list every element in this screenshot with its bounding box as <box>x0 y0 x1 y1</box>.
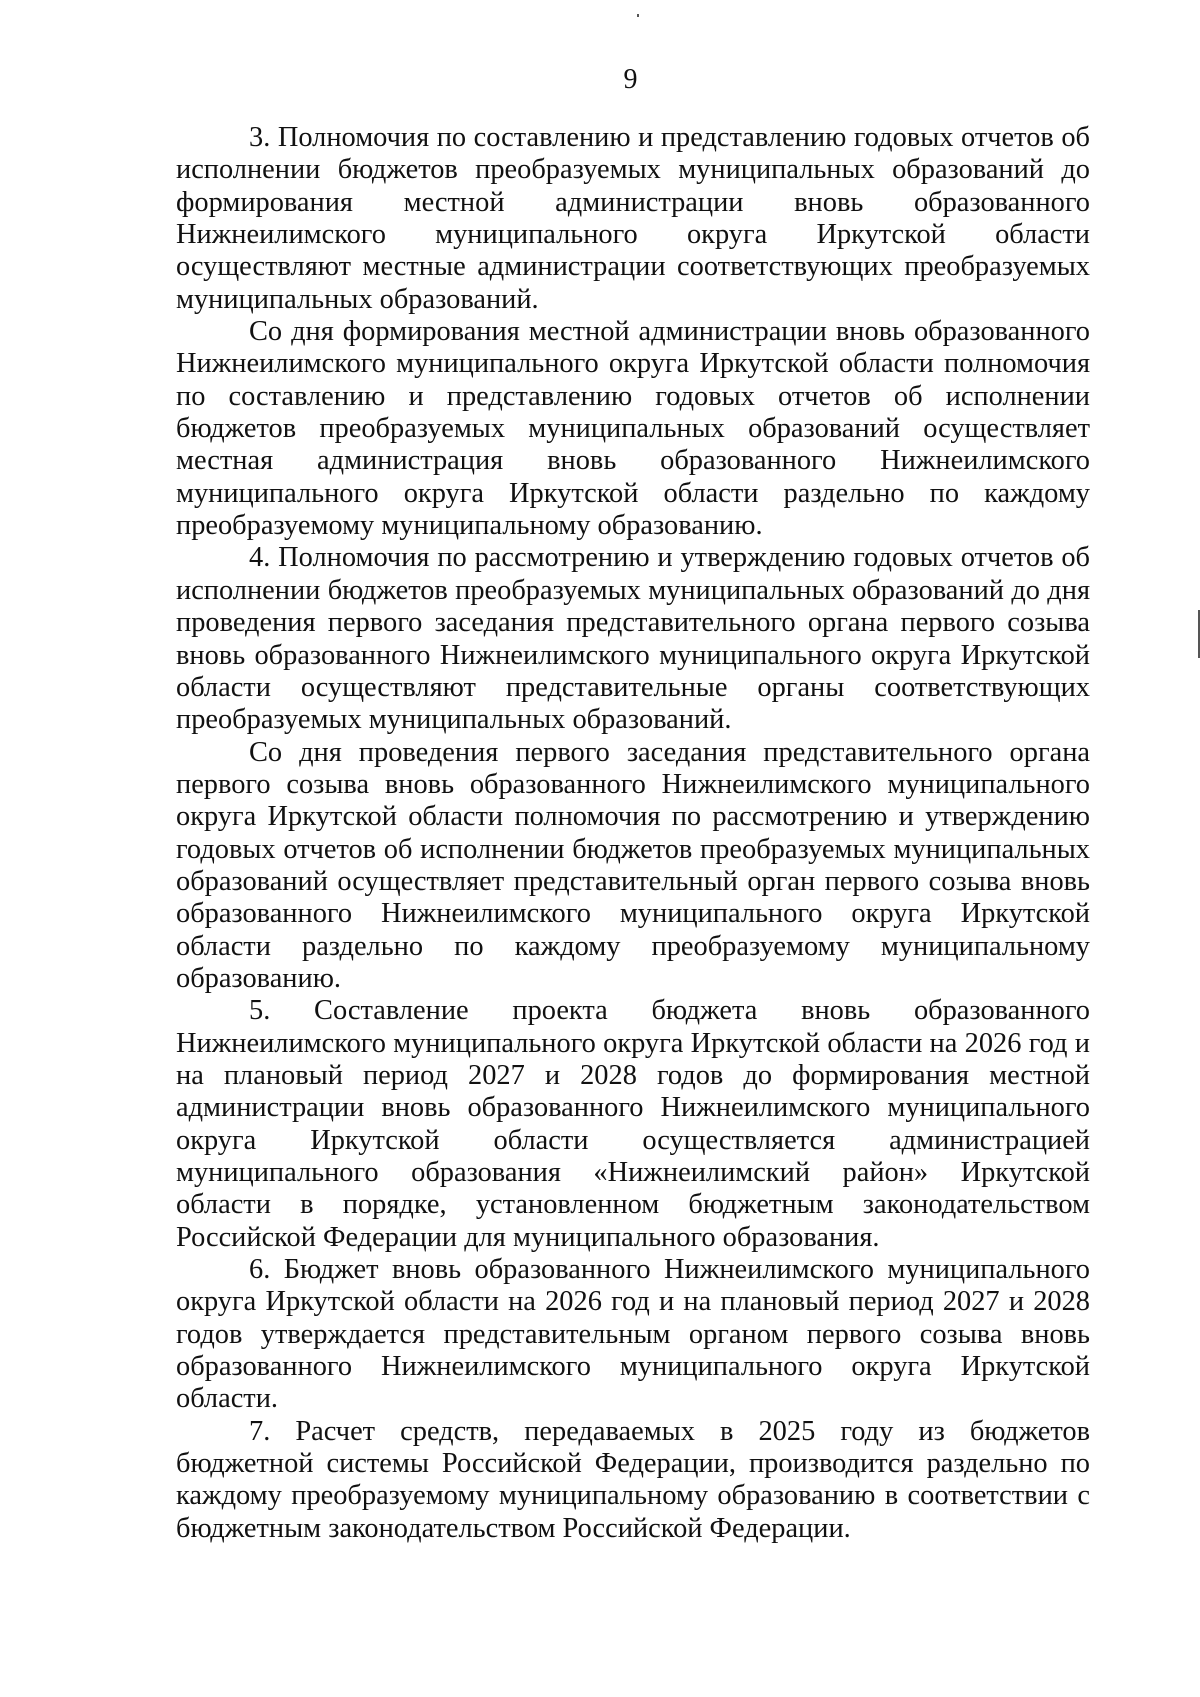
paragraph-item-3-continued: Со дня формирования местной администрации вновь образованного Нижнеилимского муниципального округа Иркутской области полномочия по составлению и представлению годовых отчетов об исполнении бюджетов преобразуемых муниципальных образований осуществляет местная администрация вновь образованного Нижнеилимского муниципального округа Иркутской области раздельно по каждому преобразуемому муниципальному образованию. <box>176 316 1090 542</box>
scan-mark-top <box>637 14 639 17</box>
paragraph-item-3: 3. Полномочия по составлению и представлению годовых отчетов об исполнении бюджетов преобразуемых муниципальных образований до формирования местной администрации вновь образованного Нижнеилимского муниципального округа Иркутской области осуществляют местные администрации соответствующих преобразуемых муниципальных образований. <box>176 122 1090 315</box>
paragraph-item-7: 7. Расчет средств, передаваемых в 2025 году из бюджетов бюджетной системы Российской Федерации, производится раздельно по каждому преобразуемому муниципальному образованию в соответствии с бюджетным законодательством Российской Федерации. <box>176 1415 1090 1544</box>
paragraph-item-6: 6. Бюджет вновь образованного Нижнеилимского муниципального округа Иркутской области на 2026 год и на плановый период 2027 и 2028 годов утверждается представительным органом первого созыва вновь образованного Нижнеилимского муниципального округа Иркутской области. <box>176 1254 1090 1415</box>
page-number: 9 <box>623 64 638 95</box>
paragraph-item-4: 4. Полномочия по рассмотрению и утверждению годовых отчетов об исполнении бюджетов преобразуемых муниципальных образований до дня проведения первого заседания представительного органа первого созыва вновь образованного Нижнеилимского муниципального округа Иркутской области осуществляют представительные органы соответствующих преобразуемых муниципальных образований. <box>176 542 1090 736</box>
paragraph-item-4-continued: Со дня проведения первого заседания представительного органа первого созыва вновь образованного Нижнеилимского муниципального округа Иркутской области полномочия по рассмотрению и утверждению годовых отчетов об исполнении бюджетов преобразуемых муниципальных образований осуществляет представительный орган первого созыва вновь образованного Нижнеилимского муниципального округа Иркутской области раздельно по каждому преобразуемому муниципальному образованию. <box>176 736 1090 994</box>
paragraph-item-5: 5. Составление проекта бюджета вновь образованного Нижнеилимского муниципального округа Иркутской области на 2026 год и на плановый период 2027 и 2028 годов до формирования местной администрации вновь образованного Нижнеилимского муниципального округа Иркутской области осуществляется администрацией муниципального образования «Нижнеилимский район» Иркутской области в порядке, установленном бюджетным законодательством Российской Федерации для муниципального образования. <box>176 995 1090 1253</box>
document-body <box>176 122 1090 1545</box>
